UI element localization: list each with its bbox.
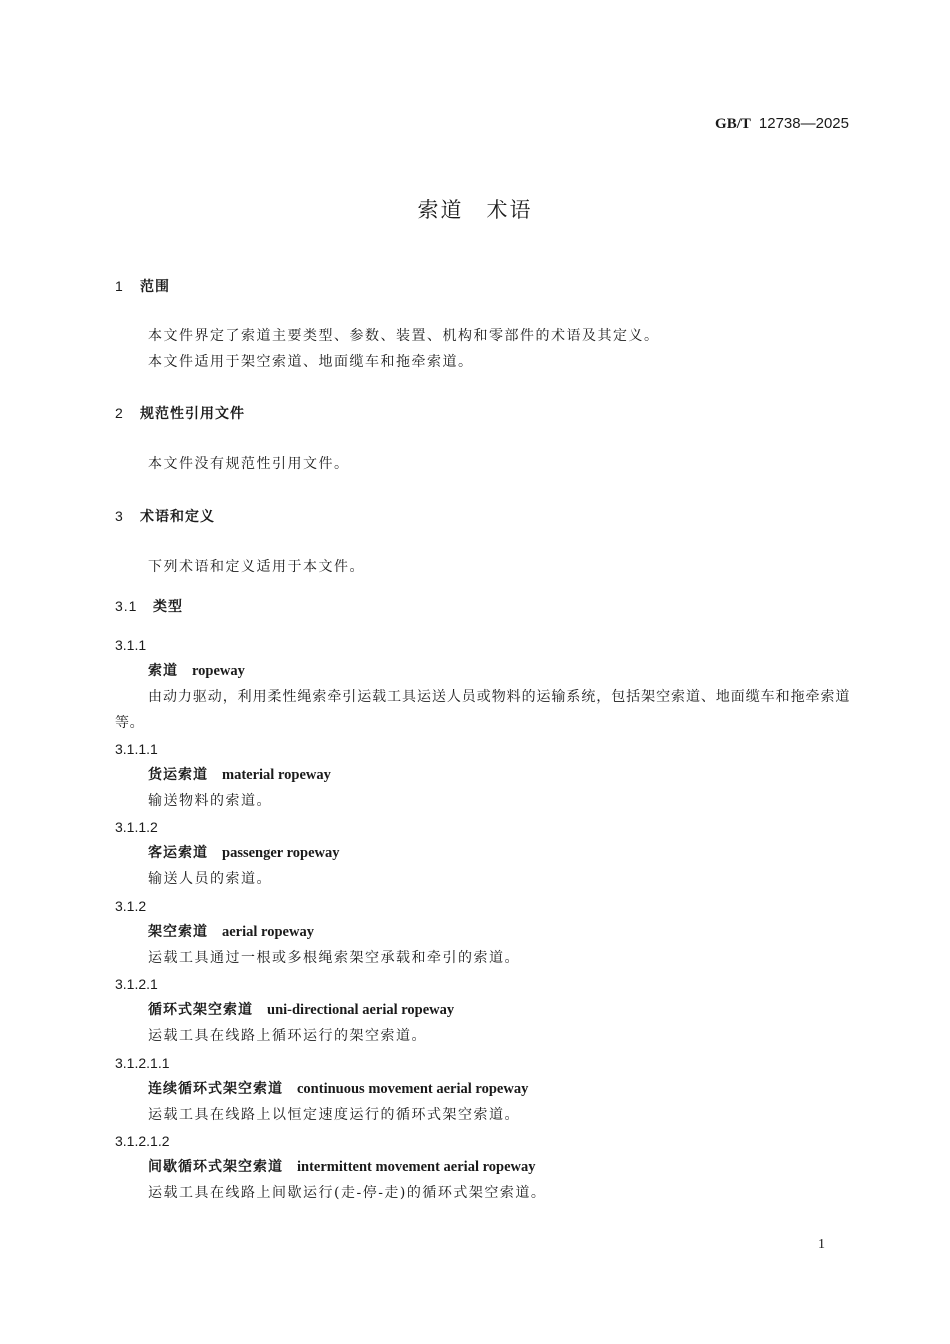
term-definition: 运载工具在线路上以恒定速度运行的循环式架空索道。: [148, 1107, 520, 1123]
term-chinese: 间歇循环式架空索道: [148, 1159, 283, 1175]
document-title: 索道 术语: [417, 198, 533, 222]
standard-number: 12738—2025: [758, 115, 849, 132]
standard-prefix: GB/T: [715, 116, 751, 132]
term-entry: [148, 1079, 528, 1099]
term-entry: [148, 661, 245, 681]
section-title: 规范性引用文件: [140, 406, 245, 422]
scope-paragraph-1: 本文件界定了索道主要类型、参数、装置、机构和零部件的术语及其定义。: [148, 328, 660, 344]
term-entry: [148, 1157, 536, 1177]
section-heading-normative-references: [115, 403, 245, 424]
subsection-title: 类型: [153, 599, 183, 615]
term-chinese: 连续循环式架空索道: [148, 1081, 283, 1097]
term-entry: [148, 765, 331, 785]
normative-references-paragraph: 本文件没有规范性引用文件。: [148, 456, 350, 472]
term-number: 3.1.2: [115, 898, 147, 914]
section-number: 1: [115, 278, 124, 294]
subsection-number: 3.1: [115, 598, 138, 614]
term-definition: 运载工具在线路上间歇运行(走-停-走)的循环式架空索道。: [148, 1185, 547, 1201]
section-number: 3: [115, 508, 124, 524]
term-definition: 运载工具在线路上循环运行的架空索道。: [148, 1028, 427, 1044]
term-definition: 输送物料的索道。: [148, 793, 272, 809]
term-entry: [148, 922, 314, 942]
section-title: 范围: [140, 279, 170, 295]
term-definition: 由动力驱动，利用柔性绳索牵引运载工具运送人员或物料的运输系统，包括架空索道、地面缆车和拖牵索道等。: [115, 689, 850, 731]
section-heading-terms-definitions: [115, 506, 215, 527]
standard-code: [715, 113, 849, 134]
section-title: 术语和定义: [140, 509, 215, 525]
term-number: 3.1.2.1.1: [115, 1055, 170, 1071]
section-number: 2: [115, 405, 124, 421]
terms-definitions-paragraph: 下列术语和定义适用于本文件。: [148, 559, 365, 575]
term-entry: [148, 1000, 454, 1020]
term-chinese: 客运索道: [148, 845, 208, 861]
term-number: 3.1.2.1: [115, 976, 158, 992]
term-english: ropeway: [192, 663, 245, 679]
term-number: 3.1.1.2: [115, 819, 158, 835]
term-number: 3.1.2.1.2: [115, 1133, 170, 1149]
term-chinese: 架空索道: [148, 924, 208, 940]
term-entry: [148, 843, 339, 863]
term-chinese: 循环式架空索道: [148, 1002, 253, 1018]
term-number: 3.1.1.1: [115, 741, 158, 757]
term-english: aerial ropeway: [222, 924, 314, 940]
term-english: material ropeway: [222, 767, 331, 783]
page-number: 1: [818, 1237, 825, 1252]
subsection-heading-types: [115, 596, 183, 617]
term-english: uni-directional aerial ropeway: [267, 1002, 455, 1018]
term-english: passenger ropeway: [222, 845, 340, 861]
scope-paragraph-2: 本文件适用于架空索道、地面缆车和拖牵索道。: [148, 354, 474, 370]
term-chinese: 索道: [148, 663, 178, 679]
term-chinese: 货运索道: [148, 767, 208, 783]
term-definition: 输送人员的索道。: [148, 871, 272, 887]
section-heading-scope: [115, 276, 170, 297]
term-definition: 运载工具通过一根或多根绳索架空承载和牵引的索道。: [148, 950, 520, 966]
term-english: intermittent movement aerial ropeway: [297, 1159, 536, 1175]
term-number: 3.1.1: [115, 637, 147, 653]
term-english: continuous movement aerial ropeway: [297, 1081, 529, 1097]
